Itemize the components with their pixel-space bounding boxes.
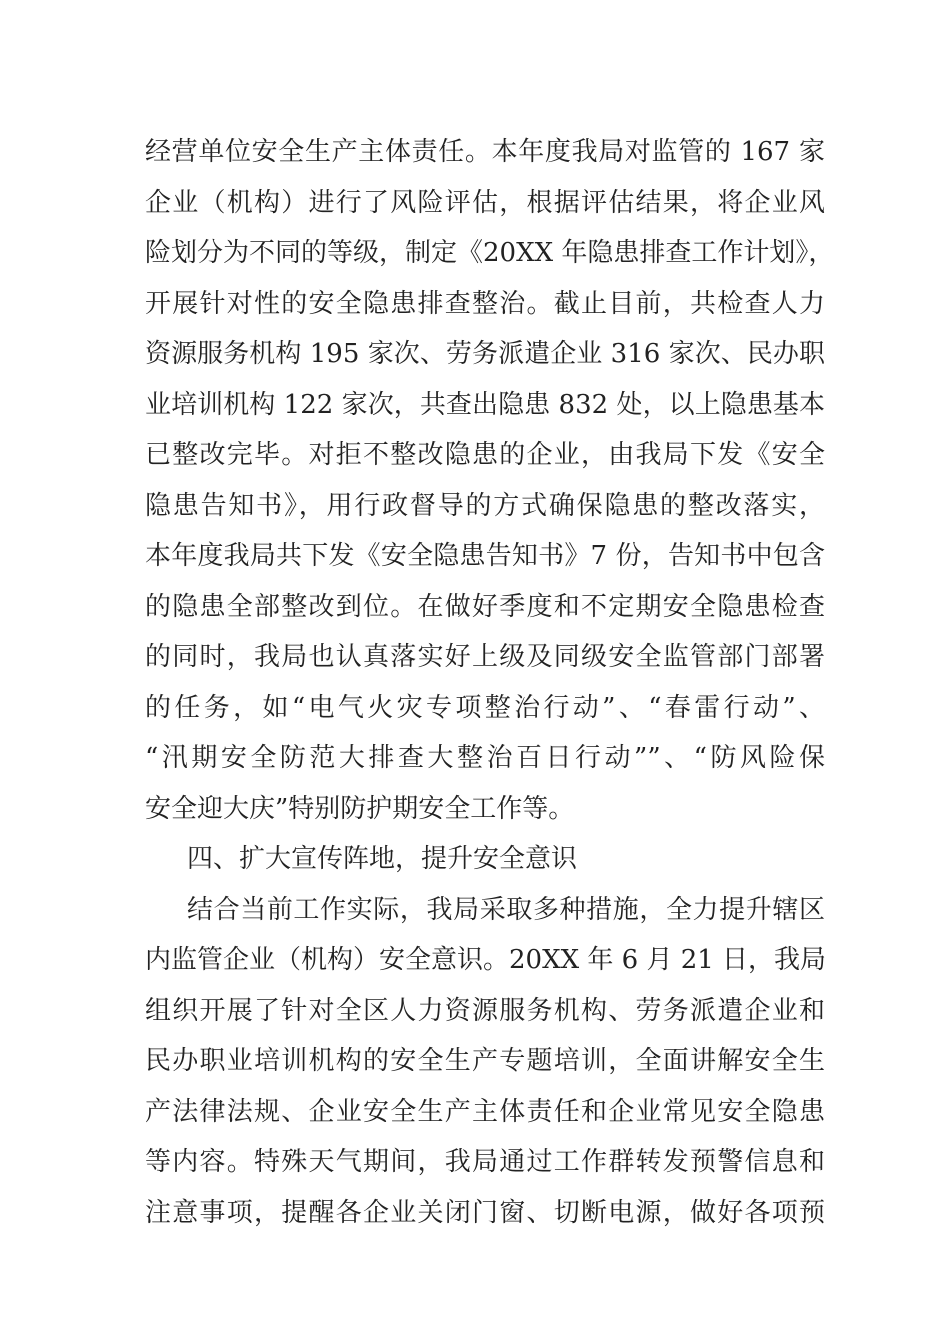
paragraph-line: 经营单位安全生产主体责任。本年度我局对监管的 167 家 [145, 137, 825, 167]
paragraph-line: 资源服务机构 195 家次、劳务派遣企业 316 家次、民办职 [145, 339, 825, 369]
paragraph-line: 险划分为不同的等级，制定《20XX 年隐患排查工作计划》， [145, 238, 835, 268]
paragraph-line: 安全迎大庆”特别防护期安全工作等。 [145, 793, 575, 824]
section-heading: 四、扩大宣传阵地，提升安全意识 [187, 844, 578, 874]
paragraph-line: 开展针对性的安全隐患排查整治。截止目前，共检查人力 [145, 288, 825, 319]
paragraph-line: 结合当前工作实际，我局采取多种措施，全力提升辖区 [187, 894, 825, 925]
paragraph-line: 产法律法规、企业安全生产主体责任和企业常见安全隐患 [145, 1096, 825, 1127]
paragraph-line: 注意事项，提醒各企业关闭门窗、切断电源，做好各项预 [145, 1197, 825, 1228]
paragraph-line: 已整改完毕。对拒不整改隐患的企业，由我局下发《安全 [145, 440, 825, 470]
paragraph-line: 民办职业培训机构的安全生产专题培训，全面讲解安全生 [145, 1046, 825, 1076]
paragraph-line: 组织开展了针对全区人力资源服务机构、劳务派遣企业和 [145, 995, 825, 1026]
paragraph-1 [145, 127, 835, 834]
paragraph-line: 的隐患全部整改到位。在做好季度和不定期安全隐患检查 [145, 591, 825, 622]
paragraph-line: 的任务，如“电气火灾专项整治行动”、“春雷行动”、 [145, 692, 825, 723]
paragraph-2 [145, 885, 825, 1239]
paragraph-line: “汛期安全防范大排查大整治百日行动””、“防风险保 [145, 743, 825, 773]
paragraph-line: 本年度我局共下发《安全隐患告知书》7 份，告知书中包含 [145, 541, 825, 571]
paragraph-line: 隐患告知书》，用行政督导的方式确保隐患的整改落实， [145, 490, 825, 521]
paragraph-line: 等内容。特殊天气期间，我局通过工作群转发预警信息和 [145, 1147, 825, 1177]
paragraph-line: 内监管企业（机构）安全意识。20XX 年 6 月 21 日，我局 [145, 945, 827, 975]
paragraph-line: 企业（机构）进行了风险评估，根据评估结果，将企业风 [145, 187, 825, 218]
document-body [145, 127, 835, 1238]
paragraph-line: 业培训机构 122 家次，共查出隐患 832 处，以上隐患基本 [145, 389, 825, 420]
paragraph-line: 的同时，我局也认真落实好上级及同级安全监管部门部署 [145, 642, 825, 672]
